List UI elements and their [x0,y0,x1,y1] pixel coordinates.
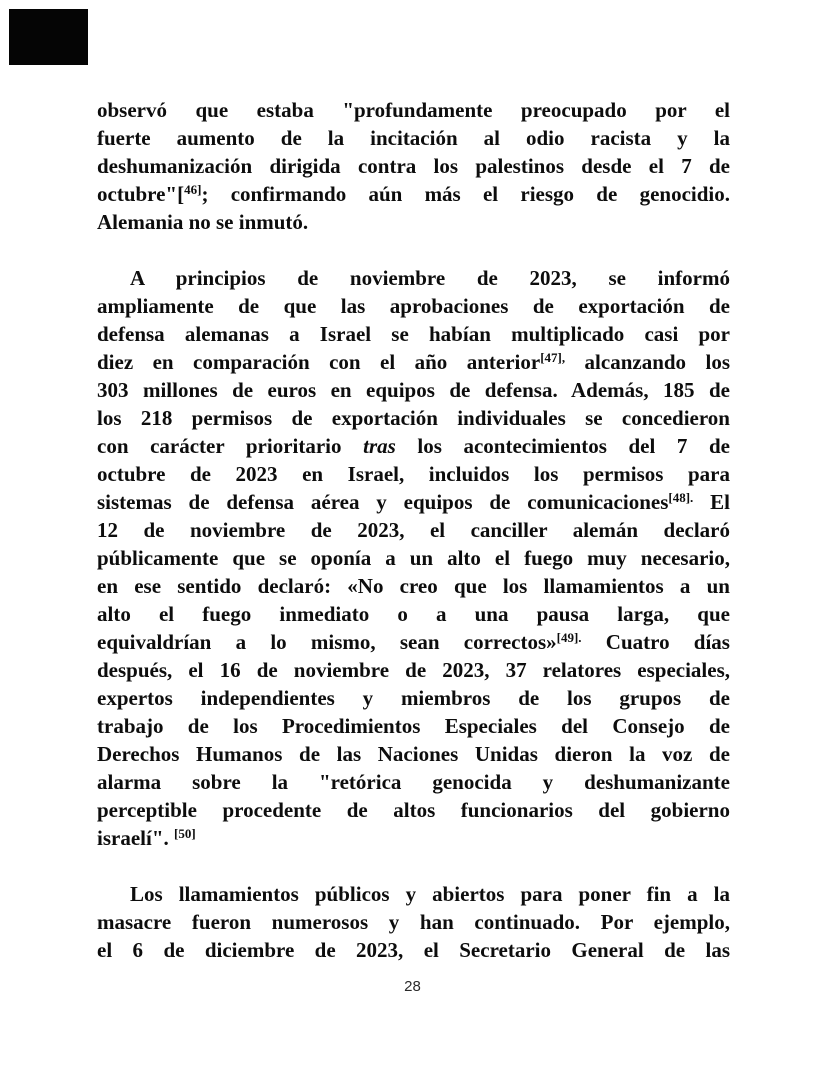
text-line [97,292,730,320]
footnote-reference: [47], [540,350,566,365]
text-run: en ese sentido declaró: «No creo que los llamamientos a un [97,574,730,598]
text-run: 303 millones de euros en equipos de defensa. Además, 185 de [97,378,730,402]
text-line [97,376,730,404]
text-run: alto el fuego inmediato o a una pausa larga, que [97,602,730,626]
text-line [97,460,730,488]
text-line [97,516,730,544]
footnote-reference: [48]. [668,490,694,505]
text-run: Los llamamientos públicos y abiertos para poner fin a la [130,882,730,906]
text-run: defensa alemanas a Israel se habían multiplicado casi por [97,322,730,346]
text-run: después, el 16 de noviembre de 2023, 37 relatores especiales, [97,658,730,682]
text-run: ampliamente de que las aprobaciones de exportación de [97,294,730,318]
text-run: alarma sobre la "retórica genocida y deshumanizante [97,770,730,794]
text-run: diez en comparación con el año anterior [97,350,541,374]
text-line [97,96,730,124]
text-run: octubre"[ [97,182,185,206]
italic-text: tras [363,434,396,458]
text-line [97,656,730,684]
text-line [97,908,730,936]
text-line [97,824,730,852]
page-number: 28 [404,978,421,995]
text-run: expertos independientes y miembros de los grupos de [97,686,730,710]
footnote-reference: [49]. [556,630,582,645]
paragraph-1 [97,96,730,236]
text-line [97,936,730,964]
text-line [97,404,730,432]
text-run: El [693,490,730,514]
text-line [97,796,730,824]
paragraph-2 [97,264,730,852]
text-run: octubre de 2023 en Israel, incluidos los permisos para [97,462,730,486]
text-run: sistemas de defensa aérea y equipos de comunicaciones [97,490,669,514]
text-run: equivaldrían a lo mismo, sean correctos» [97,630,557,654]
text-run: los acontecimientos del 7 de [395,434,731,458]
scan-artifact-black-box [9,9,88,65]
text-run: trabajo de los Procedimientos Especiales del Consejo de [97,714,730,738]
text-line [97,740,730,768]
text-run: israelí". [97,826,174,850]
text-run: con carácter prioritario [97,434,364,458]
text-line [97,320,730,348]
text-line [97,628,730,656]
text-line [97,880,730,908]
text-run: públicamente que se oponía a un alto el fuego muy necesario, [97,546,730,570]
text-line [97,180,730,208]
text-line [97,152,730,180]
text-line [97,768,730,796]
text-run: perceptible procedente de altos funcionarios del gobierno [97,798,730,822]
text-line [97,208,730,236]
text-line [97,432,730,460]
text-run: A principios de noviembre de 2023, se informó [130,266,730,290]
text-run: masacre fueron numerosos y han continuado. Por ejemplo, [97,910,730,934]
text-run: fuerte aumento de la incitación al odio racista y la [97,126,730,150]
text-run: los 218 permisos de exportación individuales se concedieron [97,406,730,430]
text-run: Alemania no se inmutó. [97,210,309,234]
text-run: alcanzando los [565,350,730,374]
text-line [97,712,730,740]
text-run: 12 de noviembre de 2023, el canciller alemán declaró [97,518,730,542]
text-line [97,684,730,712]
text-run: el 6 de diciembre de 2023, el Secretario General de las [97,938,730,962]
text-line [97,264,730,292]
text-run: ; confirmando aún más el riesgo de genocidio. [201,182,730,206]
text-block [97,96,730,964]
footnote-reference: [50] [173,826,196,841]
text-run: Derechos Humanos de las Naciones Unidas dieron la voz de [97,742,730,766]
text-run: deshumanización dirigida contra los palestinos desde el 7 de [97,154,730,178]
text-line [97,600,730,628]
text-line [97,572,730,600]
text-run: observó que estaba "profundamente preocupado por el [97,98,730,122]
footnote-reference: 46] [184,182,202,197]
text-line [97,488,730,516]
paragraph-3 [97,880,730,964]
text-line [97,544,730,572]
text-run: Cuatro días [581,630,730,654]
text-line [97,348,730,376]
text-line [97,124,730,152]
